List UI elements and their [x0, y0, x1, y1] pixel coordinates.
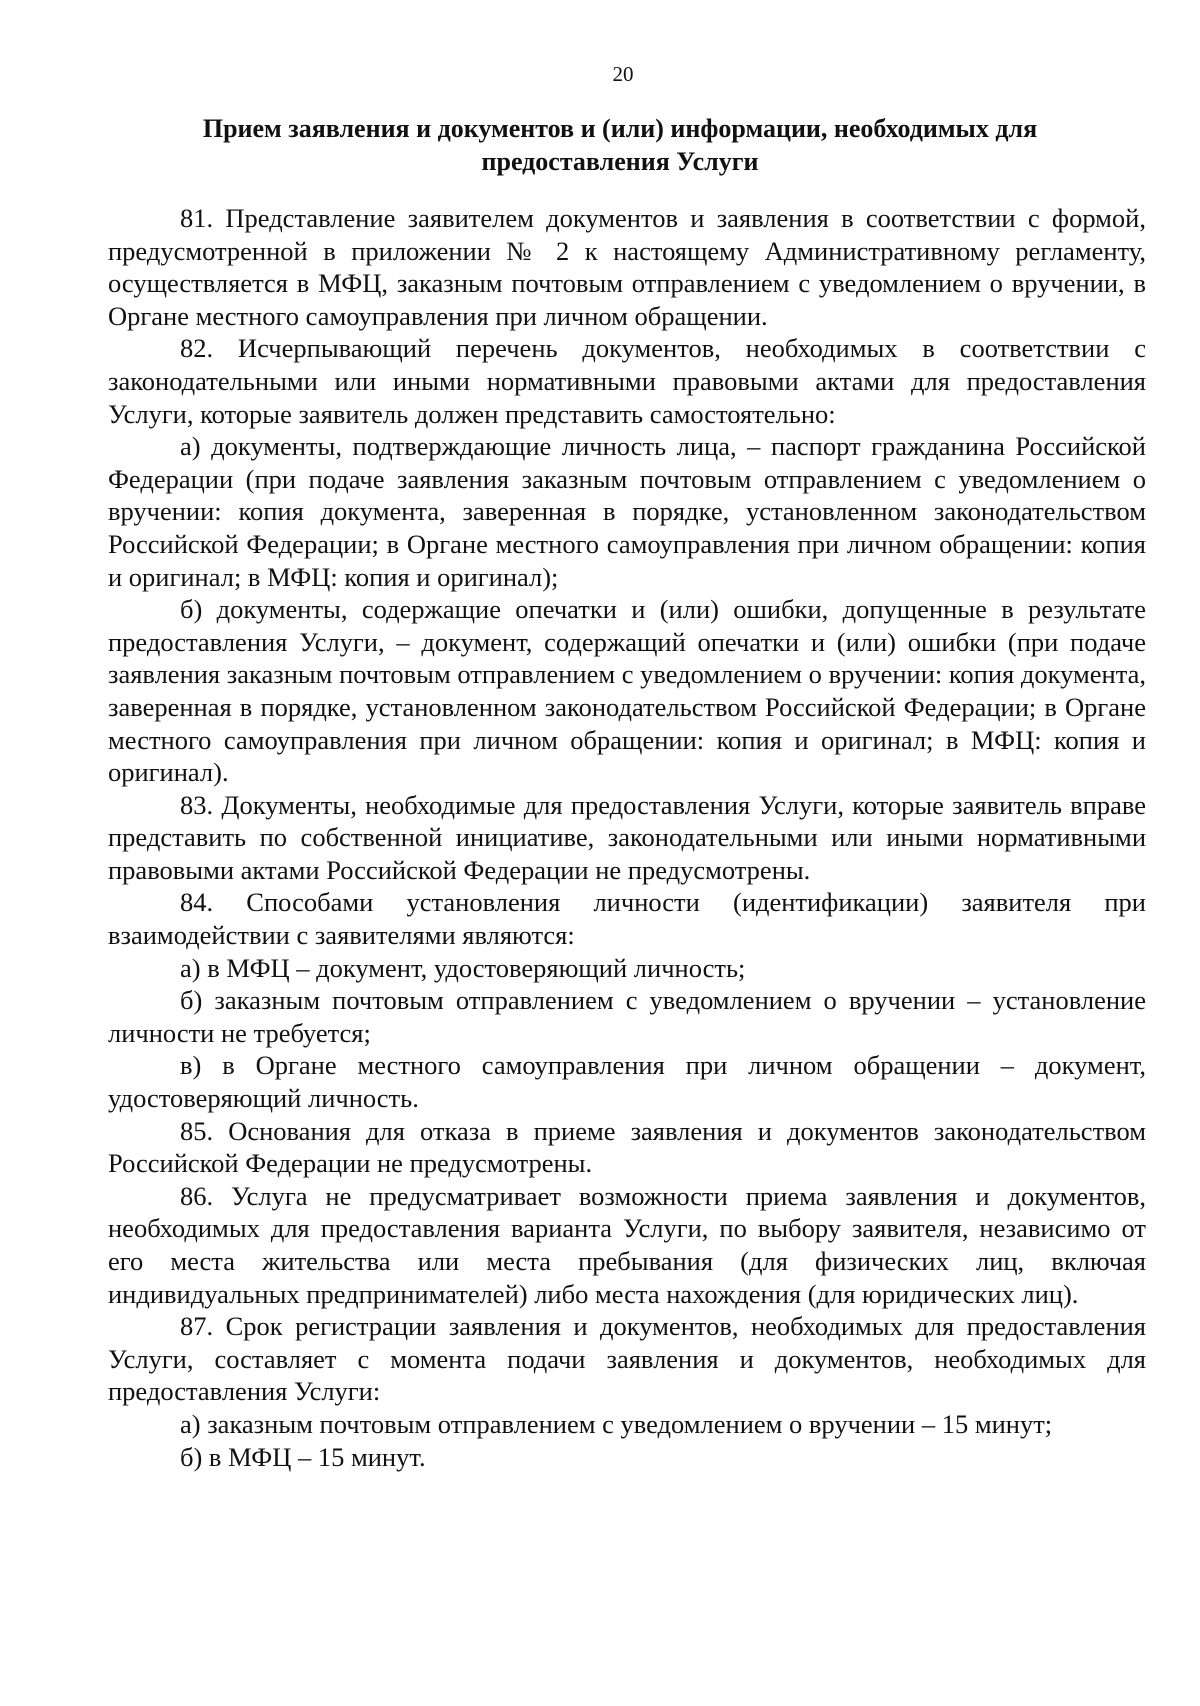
paragraph-87: 87. Срок регистрации заявления и документов, необходимых для предоставления Услуги, составляет с момента подачи заявления и документов, необходимых для предоставления Услуги:: [108, 1311, 1146, 1407]
paragraph-85: 85. Основания для отказа в приеме заявления и документов законодательством Российской Федерации не предусмотрены.: [108, 1115, 1146, 1179]
paragraph-84: 84. Способами установления личности (идентификации) заявителя при взаимодействии с заявителями являются:: [108, 887, 1146, 951]
paragraph-84-item-a: а) в МФЦ – документ, удостоверяющий личность;: [180, 952, 746, 983]
paragraph-82: 82. Исчерпывающий перечень документов, необходимых в соответствии с законодательными или иными нормативными правовыми актами для предоставления Услуги, которые заявитель должен представить самостоятельно:: [108, 333, 1146, 429]
paragraph-82-item-a: а) документы, подтверждающие личность лица, – паспорт гражданина Российской Федерации (при подаче заявления заказным почтовым отправлением с уведомлением о вручении: копия документа, заверенная в порядке, установленном законодательством Российской Федерации; в Органе местного самоуправления при личном обращении: копия и оригинал; в МФЦ: копия и оригинал);: [108, 431, 1146, 592]
paragraph-81: 81. Представление заявителем документов и заявления в соответствии с формой, предусмотренной в приложении № 2 к настоящему Административному регламенту, осуществляется в МФЦ, заказным почтовым отправлением с уведомлением о вручении, в Органе местного самоуправления при личном обращении.: [108, 203, 1146, 331]
paragraph-82-item-b: б) документы, содержащие опечатки и (или) ошибки, допущенные в результате предоставления Услуги, – документ, содержащий опечатки и (или) ошибки (при подаче заявления заказным почтовым отправлением с уведомлением о вручении: копия документа, заверенная в порядке, установленном законодательством Российской Федерации; в Органе местного самоуправления при личном обращении: копия и оригинал; в МФЦ: копия и оригинал).: [108, 594, 1146, 788]
section-heading: Прием заявления и документов и (или) информации, необходимых для предоставления Услуги: [202, 114, 1038, 176]
paragraph-84-item-c: в) в Органе местного самоуправления при личном обращении – документ, удостоверяющий личность.: [108, 1050, 1146, 1114]
paragraph-87-item-b: б) в МФЦ – 15 минут.: [180, 1441, 426, 1472]
paragraph-87-item-a: а) заказным почтовым отправлением с уведомлением о вручении – 15 минут;: [180, 1408, 1053, 1439]
paragraph-86: 86. Услуга не предусматривает возможности приема заявления и документов, необходимых для предоставления варианта Услуги, по выбору заявителя, независимо от его места жительства или места пребывания (для физических лиц, включая индивидуальных предпринимателей) либо места нахождения (для юридических лиц).: [108, 1180, 1146, 1309]
document-body: [108, 202, 1146, 1473]
paragraph-83: 83. Документы, необходимые для предоставления Услуги, которые заявитель вправе представить по собственной инициативе, законодательными или иными нормативными правовыми актами Российской Федерации не предусмотрены.: [108, 789, 1146, 885]
paragraph-84-item-b: б) заказным почтовым отправлением с уведомлением о вручении – установление личности не требуется;: [108, 985, 1146, 1048]
page-number: 20: [612, 62, 634, 86]
